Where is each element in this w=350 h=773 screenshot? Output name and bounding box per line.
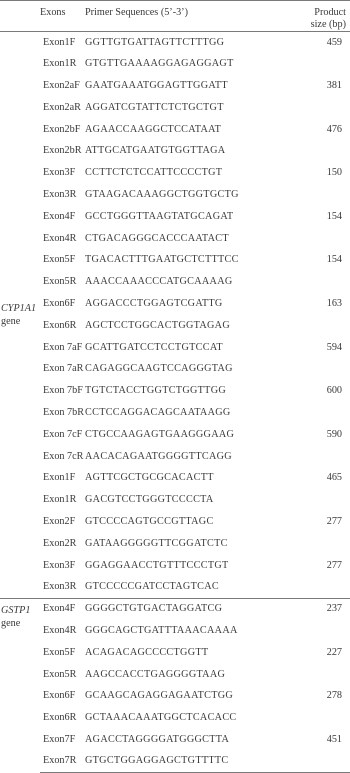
table-row (0, 467, 350, 489)
exon-cell: Exon4F (43, 210, 76, 222)
primer-sequence-cell: GCATTGATCCTCCTGTCCAT (85, 341, 223, 353)
header-product-size (298, 1, 350, 32)
table-row (0, 119, 350, 141)
table-row (0, 555, 350, 577)
product-size-cell (298, 576, 350, 598)
table-body (0, 32, 350, 773)
product-size-cell: 451 (326, 733, 342, 745)
exon-cell: Exon5R (43, 276, 77, 288)
primer-sequence-cell: ATTGCATGAATGTGGTTAGA (85, 145, 226, 157)
table-row (0, 206, 350, 228)
table-row (0, 511, 350, 533)
exon-cell: Exon1R (43, 58, 77, 70)
primer-sequence-cell: GTCCCCCGATCCTAGTCAC (85, 581, 219, 593)
table-row (0, 140, 350, 162)
product-size-cell: 600 (326, 385, 342, 397)
table-row (0, 707, 350, 729)
table-row (0, 402, 350, 424)
exon-cell: Exon4F (40, 598, 85, 620)
header-gene (0, 1, 40, 32)
exon-cell: Exon7R (40, 751, 85, 773)
product-size-cell: 277 (326, 515, 342, 527)
exon-cell: Exon2aF (43, 79, 80, 91)
primer-sequence-cell: GACGTCCTGGGTCCCCTA (85, 494, 214, 506)
gene-label: gene (1, 617, 21, 629)
primer-sequence-cell: GTGCTGGAGGAGCTGTTTTC (85, 751, 298, 773)
primer-sequence-cell: ACAGACAGCCCCTGGTT (85, 646, 209, 658)
product-size-cell (298, 446, 350, 468)
exon-cell: Exon3R (43, 581, 77, 593)
product-size-cell (298, 97, 350, 119)
exon-cell: Exon1F (43, 36, 76, 48)
primer-sequence-cell: CTGACAGGGCACCCAATACT (85, 232, 229, 244)
primer-sequence-cell: AGTTCGCTGCGCACACTT (85, 472, 214, 484)
table-row (0, 533, 350, 555)
product-size-cell (298, 271, 350, 293)
product-size-cell: 465 (326, 472, 342, 484)
table-row (0, 729, 350, 751)
primer-sequence-cell: GCAAGCAGAGGAGAATCTGG (85, 690, 234, 702)
product-size-cell (298, 315, 350, 337)
table-row (0, 32, 350, 54)
primer-sequence-cell: AGGACCCTGGAGTCGATTG (85, 297, 223, 309)
exon-cell: Exon 7aF (43, 341, 83, 353)
product-size-cell (298, 184, 350, 206)
product-size-cell: 227 (326, 646, 342, 658)
table-row (0, 315, 350, 337)
table-row (0, 664, 350, 686)
primer-sequence-cell: AGCTCCTGGCACTGGTAGAG (85, 319, 230, 331)
exon-cell: Exon4R (43, 624, 77, 636)
gene-name: CYP1A1 (1, 302, 37, 314)
table-row (0, 75, 350, 97)
primer-sequence-cell: GTAAGACAAAGGCTGGTGCTG (85, 188, 239, 200)
product-size-cell: 150 (326, 167, 342, 179)
product-size-cell (298, 358, 350, 380)
exon-cell: Exon 7cR (43, 450, 84, 462)
table-row (0, 228, 350, 250)
exon-cell: Exon3R (43, 188, 77, 200)
product-size-cell (298, 53, 350, 75)
primer-sequence-cell: CCTTCTCTCCATTCCCCTGT (85, 167, 223, 179)
exon-cell: Exon6R (43, 712, 77, 724)
primer-sequence-cell: AACACAGAATGGGGTTCAGG (85, 450, 232, 462)
primer-sequence-cell: AGGATCGTATTCTCTGCTGT (85, 101, 224, 113)
product-size-cell (298, 664, 350, 686)
table-row (0, 685, 350, 707)
exon-cell: Exon2R (43, 537, 77, 549)
primer-sequence-cell: GTGTTGAAAAGGAGAGGAGT (85, 58, 234, 70)
table-row (0, 337, 350, 359)
table-row (0, 489, 350, 511)
exon-cell: Exon 7bF (43, 385, 83, 397)
exon-cell: Exon2F (43, 515, 76, 527)
product-size-cell (298, 533, 350, 555)
primer-sequence-cell: AAGCCACCTGAGGGGTAAG (85, 668, 226, 680)
product-size-cell: 277 (326, 559, 342, 571)
gene-label: gene (1, 315, 21, 327)
exon-cell: Exon1R (43, 494, 77, 506)
table-row (0, 293, 350, 315)
exon-cell: Exon3F (43, 559, 76, 571)
gene-cell (0, 32, 40, 599)
product-size-cell: 594 (326, 341, 342, 353)
primer-sequence-cell: AAACCAAACCCATGCAAAAG (85, 276, 233, 288)
exon-cell: Exon3F (43, 167, 76, 179)
exon-cell: Exon5R (43, 668, 77, 680)
table-row (0, 249, 350, 271)
product-size-cell (298, 402, 350, 424)
exon-cell: Exon 7bR (43, 406, 85, 418)
primer-sequence-cell: GGGCAGCTGATTTAAACAAAA (85, 624, 238, 636)
exon-cell: Exon 7cF (43, 428, 83, 440)
table-row (0, 751, 350, 773)
exon-cell: Exon5F (43, 646, 76, 658)
primer-sequence-cell: CTGCCAAGAGTGAAGGGAAG (85, 428, 235, 440)
product-size-cell (298, 489, 350, 511)
gene-cell (0, 598, 40, 772)
product-size-cell: 381 (326, 79, 342, 91)
product-size-cell (298, 228, 350, 250)
table-row (0, 380, 350, 402)
primer-sequence-cell: CCTCCAGGACAGCAATAAGG (85, 406, 231, 418)
gene-name: GSTP1 (1, 604, 31, 616)
table-row (0, 358, 350, 380)
primer-sequence-cell: TGTCTACCTGGTCTGGTTGG (85, 385, 227, 397)
header-exons: Exons (40, 1, 85, 32)
primer-sequence-cell: TGACACTTTGAATGCTCTTTCC (85, 254, 239, 266)
primer-sequence-cell: CAGAGGCAAGTCCAGGGTAG (85, 363, 233, 375)
exon-cell: Exon 7aR (43, 363, 84, 375)
product-size-cell: 163 (326, 297, 342, 309)
product-size-cell: 154 (326, 254, 342, 266)
exon-cell: Exon2bR (43, 145, 82, 157)
table-row (0, 446, 350, 468)
exon-cell: Exon7F (43, 733, 76, 745)
header-product-size-line1: Product (314, 7, 346, 18)
primer-sequence-cell: AGAACCAAGGCTCCATAAT (85, 123, 222, 135)
table-row (0, 620, 350, 642)
primer-sequence-cell: GGGGCTGTGACTAGGATCG (85, 598, 298, 620)
exon-cell: Exon2aR (43, 101, 81, 113)
product-size-cell (298, 751, 350, 773)
product-size-cell: 237 (298, 598, 350, 620)
product-size-cell: 476 (326, 123, 342, 135)
table-row (0, 576, 350, 598)
primer-sequence-cell: GAATGAAATGGAGTTGGATT (85, 79, 228, 91)
primer-sequence-cell: GGTTGTGATTAGTTCTTTGG (85, 36, 225, 48)
product-size-cell: 459 (326, 36, 342, 48)
table-row (0, 642, 350, 664)
product-size-cell (298, 140, 350, 162)
exon-cell: Exon5F (43, 254, 76, 266)
primer-sequence-cell: GGAGGAACCTGTTTCCCTGT (85, 559, 229, 571)
table-row (0, 424, 350, 446)
exon-cell: Exon4R (43, 232, 77, 244)
header-product-size-line2: size (bp) (310, 19, 346, 30)
exon-cell: Exon6R (43, 319, 77, 331)
product-size-cell (298, 707, 350, 729)
table-row (0, 53, 350, 75)
header-primer-sequences: Primer Sequences (5’-3’) (85, 1, 298, 32)
product-size-cell: 154 (326, 210, 342, 222)
exon-cell: Exon6F (43, 690, 76, 702)
table-row (0, 162, 350, 184)
exon-cell: Exon6F (43, 297, 76, 309)
table-row (0, 271, 350, 293)
exon-cell: Exon2bF (43, 123, 81, 135)
table-header (0, 1, 350, 32)
primer-sequence-cell: GCTAAACAAATGGCTCACACC (85, 712, 237, 724)
product-size-cell: 278 (326, 690, 342, 702)
product-size-cell: 590 (326, 428, 342, 440)
table-row (0, 97, 350, 119)
exon-cell: Exon1F (43, 472, 76, 484)
product-size-cell (298, 620, 350, 642)
table-row (0, 598, 350, 620)
primer-sequence-cell: GCCTGGGTTAAGTATGCAGAT (85, 210, 234, 222)
primer-sequence-cell: GTCCCCAGTGCCGTTAGC (85, 515, 214, 527)
primer-sequence-cell: AGACCTAGGGGATGGGCTTA (85, 733, 230, 745)
table-row (0, 184, 350, 206)
primer-sequence-cell: GATAAGGGGGTTCGGATCTC (85, 537, 228, 549)
